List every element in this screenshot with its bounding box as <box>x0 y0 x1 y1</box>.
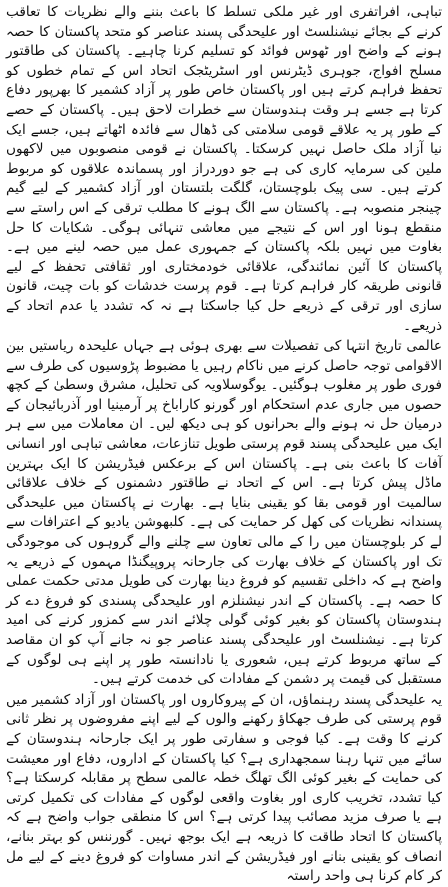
article-paragraph: یہ علیحدگی پسند رہنماؤں، ان کے پیروکاروں اور پاکستان اور آزاد کشمیر میں قوم پرستی کی طرف جھکاؤ رکھنے والوں کے لیے اپنے مفروضوں پر نظر ثانی کرنے کا وقت ہے۔ کیا فوجی و سفارتی طور پر ایک جارحانہ ہندوستان کے سائے میں تنہا رہنا سمجھداری ہے؟ کیا پاکستان کے اداروں، دفاع اور معیشت کی حمایت کے بغیر کوئی الگ تھلگ خطہ عالمی سطح پر مقابلہ کرسکتا ہے؟ کیا تشدد، تخریب کاری اور بغاوت واقعی لوگوں کے مفادات کی تکمیل کرتی ہے یا صرف مزید مصائب پیدا کرتی ہے؟ اس کا منطقی جواب واضح ہے کہ پاکستان کا اتحاد طاقت کا ذریعہ ہے ایک بوجھ نہیں۔ گورننس کو بہتر بنانے، انصاف کو یقینی بنانے اور فیڈریشن کے اندر مساوات کو فروغ دینے کے لیے مل کر کام کرنا ہی واحد راستہ <box>6 691 442 885</box>
article-paragraph: تباہی، افراتفری اور غیر ملکی تسلط کا باعث بننے والے نظریات کا تعاقب کرنے کے بجائے نیشنلسٹ اور علیحدگی پسند عناصر کو متحد پاکستان کا حصہ ہونے کے واضح اور ٹھوس فوائد کو تسلیم کرنا چاہیے۔ پاکستان کی طاقتور مسلح افواج، جوہری ڈیٹرنس اور اسٹریٹجک اتحاد اس کے تمام خطوں کو تحفظ فراہم کرتے ہیں اور پاکستان خاص طور پر آزاد کشمیر کا بھرپور دفاع کرتا ہے جسے ہر وقت ہندوستان سے خطرات لاحق ہیں۔ پاکستان کے حصے کے طور پر یہ علاقے قومی سلامتی کی ڈھال سے فائدہ اٹھاتے ہیں، جسے ایک نیا آزاد ملک حاصل نہیں کرسکتا۔ پاکستان نے قومی منصوبوں میں لاکھوں ملین کی سرمایہ کاری کی ہے جو دوردراز اور پسماندہ علاقوں کو مربوط کرتے ہیں۔ سی پیک بلوچستان، گلگت بلتستان اور آزاد کشمیر کے لیے گیم چینجر منصوبہ ہے۔ پاکستان سے الگ ہونے کا مطلب ترقی کے اس راستے سے منقطع ہونا اور اس کے نتیجے میں معاشی تنہائی ہوگی۔ شکایات کا حل بغاوت میں نہیں بلکہ پاکستان کے جمہوری عمل میں حصہ لینے میں ہے۔ پاکستان کا آئین نمائندگی، علاقائی خودمختاری اور ثقافتی تحفظ کے لیے قانونی طریقہ کار فراہم کرتا ہے۔ قوم پرست خدشات کو بات چیت، قانون سازی اور ترقی کے ذریعے حل کیا جاسکتا ہے نہ کہ تشدد یا عدم اتحاد کے ذریعے۔ <box>6 4 442 334</box>
article-paragraph: عالمی تاریخ انتہا کی تفصیلات سے بھری ہوئی ہے جہاں علیحدہ ریاستیں بین الاقوامی توجہ حاصل کرنے میں ناکام رہیں یا مضبوط پڑوسیوں کی طرف سے فوری طور پر مغلوب ہوگئیں۔ یوگوسلاویہ کی تحلیل، مشرق وسطیٰ کے کچھ حصوں میں جاری عدم استحکام اور گورنو کاراباخ پر آرمینیا اور آذربائیجان کے درمیان حل نہ ہونے والے بحرانوں کو ہی دیکھ لیں۔ ان معاملات میں سے ہر ایک میں علیحدگی پسند قوم پرستی طویل تنازعات، معاشی تباہی اور انسانی آفات کا باعث بنی ہے۔ پاکستان اس کے برعکس فیڈریشن کا ایک بہترین ماڈل پیش کرتا ہے۔ اس کے اتحاد نے طاقتور دشمنوں کے خلاف علاقائی سالمیت اور قومی بقا کو یقینی بنایا ہے۔ بھارت نے پاکستان میں علیحدگی پسندانہ نظریات کی کھل کر حمایت کی ہے۔ کلبھوشن یادیو کے اعترافات سے لے کر بلوچستان میں را کے مالی تعاون سے چلنے والے گروہوں کی موجودگی تک اور پاکستان کے خلاف بھارت کی جارحانہ پروپیگنڈا مہموں کے ذریعے یہ واضح ہے کہ داخلی تقسیم کو فروغ دینا بھارت کی طویل مدتی حکمت عملی کا حصہ ہے۔ پاکستان کے اندر نیشنلزم اور علیحدگی پسندی کو فروغ دے کر ہندوستان پاکستان کو بغیر کوئی گولی چلائے اندر سے کمزور کرنے کی امید کرتا ہے۔ نیشنلسٹ اور علیحدگی پسند عناصر جو نہ جانے آپ کو ان مقاصد کے ساتھ مربوط کرتے ہیں، شعوری یا نادانستہ طور پر اپنے ہی لوگوں کے مستقبل کی قیمت پر دشمن کے مفادات کی خدمت کرتے ہیں۔ <box>6 338 442 688</box>
